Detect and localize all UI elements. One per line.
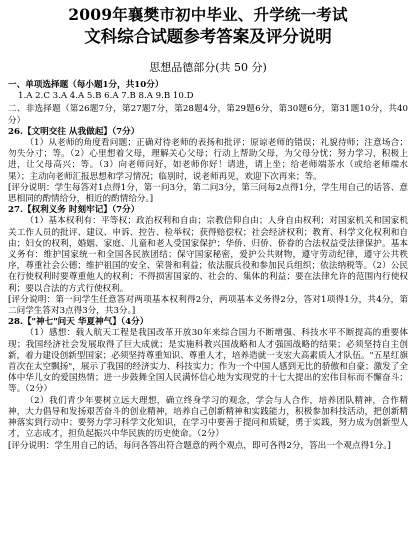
q26-rubric: [评分说明：学生每答对1点得1分，第一问3分，第二问3分，第三问每2点得1分，学生用自己的话答、意思相同的酌情给分，相近的酌情给分。] bbox=[8, 182, 408, 205]
q27-rubric: [评分说明：第一问学生任意答对两项基本权利得2分，两项基本义务得2分，答对1项得1分，共4分，第二问学生答对3点得3分，共3分。] bbox=[8, 294, 408, 317]
nmc-heading: 二、非选择题（第26题7分，第27题7分，第28题4分，第29题6分，第30题6分，第31题10分，共40分） bbox=[8, 104, 408, 126]
q26-answer: （1）从老师的角度看问题；正确对待老师的表扬和批评；原谅老师的错误；礼貌待师；注意场合；勿失分寸；等。（2）心里想着父母，理解关心父母；行动上帮助父母，为父母分忧；努力学习，积极上进，让父母高兴；等。（3）向老师问好，如老师你好！请进，请上坐；给老师端茶水（或给老师端水果）；主动向老师汇报思想和学习情况；临别时，说老师再见，欢迎下次再来；等。 bbox=[8, 138, 408, 182]
mc-answers: 1.A 2.C 3.A 4.A 5.B 6.A 7.B 8.A 9.B 10.D bbox=[18, 91, 194, 102]
q28-heading: 28.【"神七"问天 华夏神气】（4分） bbox=[8, 317, 149, 328]
section-subtitle: 思想品德部分(共 50 分) bbox=[149, 61, 267, 74]
answer-key-title: 文科综合试题参考答案及评分说明 bbox=[84, 27, 332, 46]
exam-title: 2009年襄樊市初中毕业、升学统一考试 bbox=[68, 5, 348, 24]
q28-answer-part2: （2）我们青少年要树立远大理想，确立终身学习的观念，学会与人合作，培养团队精神，合作精神，大力倡导和发扬艰苦奋斗的创业精神，培养自己创新精神和实践能力，积极参加科技活动，把创新精神落实到行动中；要努力学习科学文化知识，在学习中要善于提问和质疑，勇于实践，努力成为创新型人才，立志成才，担负起振兴中华民族的历史使命。（2分） bbox=[8, 395, 408, 440]
q26-heading: 26.【文明交往 从我做起】（7分） bbox=[8, 126, 140, 137]
q27-heading: 27.【权利义务 时刻牢记】（7分） bbox=[8, 205, 140, 216]
mc-heading: 一、单项选择题（每小题1分，共10分） bbox=[8, 80, 164, 90]
q28-rubric: [评分说明：学生用自己的话，每问各答出符合题意的两个观点，即可各得2分，答出一个观点得1分。] bbox=[8, 440, 391, 451]
q27-answer: （1）基本权利有：平等权；政治权利和自由；宗教信仰自由；人身自由权利；对国家机关和国家机关工作人员的批评、建议、申诉、控告、检举权；获得赔偿权；社会经济权利；教育、科学文化权利和自由；妇女的权利，婚姻、家庭、儿童和老人受国家保护；华侨、归侨、侨眷的合法权益受法律保护。基本义务有：维护国家统一和全国各民族团结；保守国家秘密，爱护公共财物，遵守劳动纪律，遵守公共秩序，尊重社会公德；维护祖国的安全、荣誉和利益；依法服兵役和参加民兵组织；依法纳税等。（2）公民在行使权利时要尊重他人的权利；不得损害国家的、社会的、集体的利益；要在法律允许的范围内行使权利；要以合法的方式行使权利。 bbox=[8, 216, 408, 294]
q28-answer-part1: （1）感想：载人航天工程是我国改革开放30年来综合国力不断增强、科技水平不断提高的重要体现；我国经济社会发展取得了巨大成就；是实施科教兴国战略和人才强国战略的结果；必须坚持自主创新，着力建设创新型国家；必须坚持尊重知识、尊重人才，培养造就一支宏大高素质人才队伍。"五星红旗首次在太空飘扬"，展示了我国的经济实力、科技实力；作为一个中国人感到无比的骄傲和自豪；激发了全体中华儿女的爱国热情；进一步鼓舞全国人民满怀信心地为实现党的十七大提出的宏伟目标而不懈奋斗；等。（2分） bbox=[8, 328, 408, 395]
